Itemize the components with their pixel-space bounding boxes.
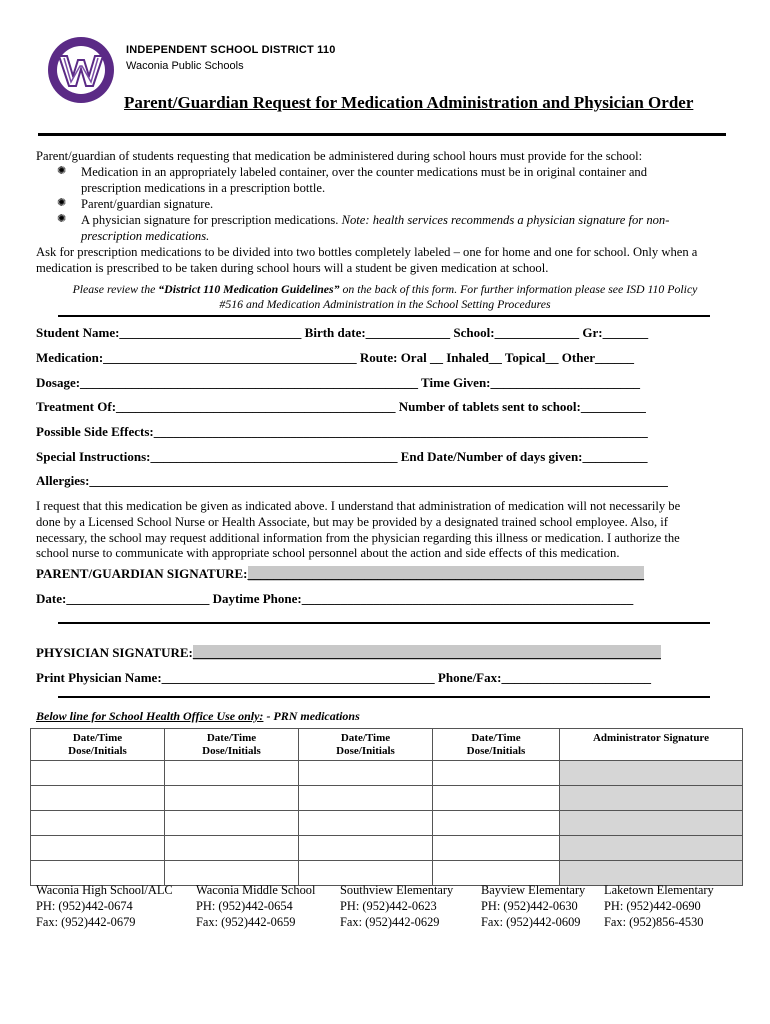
table-row [31, 811, 743, 836]
intro-divider [58, 315, 710, 317]
admin-signature-cell[interactable] [560, 786, 743, 811]
school-fax: Fax: (952)442-0629 [340, 915, 440, 929]
admin-signature-cell[interactable] [560, 761, 743, 786]
district-subtitle: Waconia Public Schools [126, 60, 244, 72]
school-ph: PH: (952)442-0674 [36, 899, 133, 913]
district-name: INDEPENDENT SCHOOL DISTRICT 110 [126, 44, 336, 56]
title-divider [38, 133, 726, 136]
parent-date-phone-field[interactable]: Date:______________________ Daytime Phone:___________________________________________________ [36, 591, 634, 606]
physician-divider [58, 696, 710, 698]
office-use-heading: Below line for School Health Office Use only: - PRN medications [36, 709, 360, 723]
admin-signature-cell[interactable] [560, 811, 743, 836]
consent-line1: I request that this medication be given as indicated above. I understand that administration of medication will not necessarily be [36, 499, 681, 513]
school-name: Southview Elementary [340, 883, 454, 897]
school-name: Bayview Elementary [481, 883, 586, 897]
prn-log-table [30, 728, 743, 886]
physician-signature-field[interactable]: PHYSICIAN SIGNATURE:________________________________________________________________________ [36, 645, 661, 660]
column-header: Date/Time Dose/Initials [433, 729, 560, 761]
school-name: Laketown Elementary [604, 883, 714, 897]
dose-entry-cell[interactable] [31, 761, 165, 786]
form-title: Parent/Guardian Request for Medication Administration and Physician Order [124, 93, 694, 112]
dosage-field[interactable]: Dosage:____________________________________________________ Time Given:_______________________ [36, 375, 641, 390]
dose-entry-cell[interactable] [165, 836, 299, 861]
table-row [31, 836, 743, 861]
consent-line2: done by a Licensed School Nurse or Health Associate, but may be provided by a designated trained school employee. Also, if [36, 515, 668, 529]
school-ph: PH: (952)442-0654 [196, 899, 293, 913]
table-row [31, 786, 743, 811]
dose-entry-cell[interactable] [433, 836, 560, 861]
medication-field[interactable]: Medication:_______________________________________ Route: Oral __ Inhaled__ Topical__ Other______ [36, 350, 634, 365]
consent-line4: school nurse to communicate with appropriate school personnel about the action and side effects of this medication. [36, 546, 620, 560]
table-header-row [31, 729, 743, 761]
physician-name-phone-field[interactable]: Print Physician Name:__________________________________________ Phone/Fax:_______________________ [36, 670, 651, 685]
school-name: Waconia Middle School [196, 883, 316, 897]
school-contact [340, 882, 453, 930]
student-info-field[interactable]: Student Name:____________________________ Birth date:_____________ School:_____________ Gr:_______ [36, 325, 649, 340]
column-header: Date/Time Dose/Initials [31, 729, 165, 761]
ask-line1: Ask for prescription medications to be divided into two bottles completely labeled – one for home and one for school. Only when a [36, 245, 698, 259]
special-instructions-field[interactable]: Special Instructions:______________________________________ End Date/Number of days given:__________ [36, 449, 648, 464]
bullet-3-line1: A physician signature for prescription medications. Note: health services recommends a physician signature for non- [81, 213, 670, 227]
bullet-2-line1: Parent/guardian signature. [81, 197, 214, 211]
dose-entry-cell[interactable] [165, 761, 299, 786]
review-line2: #516 and Medication Administration in the School Setting Procedures [219, 297, 551, 311]
school-fax: Fax: (952)442-0679 [36, 915, 136, 929]
dose-entry-cell[interactable] [299, 761, 433, 786]
dose-entry-cell[interactable] [165, 786, 299, 811]
dose-entry-cell[interactable] [31, 786, 165, 811]
treatment-field[interactable]: Treatment Of:___________________________________________ Number of tablets sent to school:__________ [36, 399, 646, 414]
dose-entry-cell[interactable] [433, 786, 560, 811]
dose-entry-cell[interactable] [299, 836, 433, 861]
school-contact [604, 882, 714, 930]
side-effects-field[interactable]: Possible Side Effects:____________________________________________________________________________ [36, 424, 648, 439]
parent-divider [58, 622, 710, 624]
bullet-icon: ✺ [57, 213, 67, 225]
dose-entry-cell[interactable] [31, 811, 165, 836]
dose-entry-cell[interactable] [299, 786, 433, 811]
column-header: Date/Time Dose/Initials [165, 729, 299, 761]
ask-line2: medication is prescribed to be taken during school hours will a student be given medication at school. [36, 261, 549, 275]
bullet-icon: ✺ [57, 197, 67, 209]
bullet-3-line2: prescription medications. [81, 229, 210, 243]
school-contact [36, 882, 173, 930]
school-ph: PH: (952)442-0690 [604, 899, 701, 913]
review-line1: Please review the “District 110 Medication Guidelines” on the back of this form. For further information please see ISD 110 Policy [72, 282, 698, 296]
school-fax: Fax: (952)442-0609 [481, 915, 581, 929]
school-ph: PH: (952)442-0623 [340, 899, 437, 913]
school-name: Waconia High School/ALC [36, 883, 173, 897]
dose-entry-cell[interactable] [31, 836, 165, 861]
dose-entry-cell[interactable] [433, 761, 560, 786]
district-logo [47, 36, 115, 104]
school-contact [196, 882, 315, 930]
school-contact [481, 882, 585, 930]
dose-entry-cell[interactable] [299, 811, 433, 836]
school-fax: Fax: (952)856-4530 [604, 915, 704, 929]
dose-entry-cell[interactable] [165, 811, 299, 836]
table-row [31, 761, 743, 786]
bullet-1-line1: Medication in an appropriately labeled container, over the counter medications must be in original container and [81, 165, 648, 179]
school-ph: PH: (952)442-0630 [481, 899, 578, 913]
school-fax: Fax: (952)442-0659 [196, 915, 296, 929]
column-header: Administrator Signature [560, 729, 743, 761]
consent-line3: necessary, the school may request additional information from the physician regarding this illness or medication. I authorize the [36, 531, 680, 545]
dose-entry-cell[interactable] [433, 811, 560, 836]
column-header: Date/Time Dose/Initials [299, 729, 433, 761]
bullet-icon: ✺ [57, 165, 67, 177]
allergies-field[interactable]: Allergies:_________________________________________________________________________________________ [36, 473, 668, 488]
intro-lead: Parent/guardian of students requesting that medication be administered during school hours must provide for the school: [36, 149, 643, 163]
admin-signature-cell[interactable] [560, 836, 743, 861]
parent-signature-field[interactable]: PARENT/GUARDIAN SIGNATURE:_____________________________________________________________ [36, 566, 645, 581]
bullet-1-line2: prescription medications in a prescription bottle. [81, 181, 326, 195]
